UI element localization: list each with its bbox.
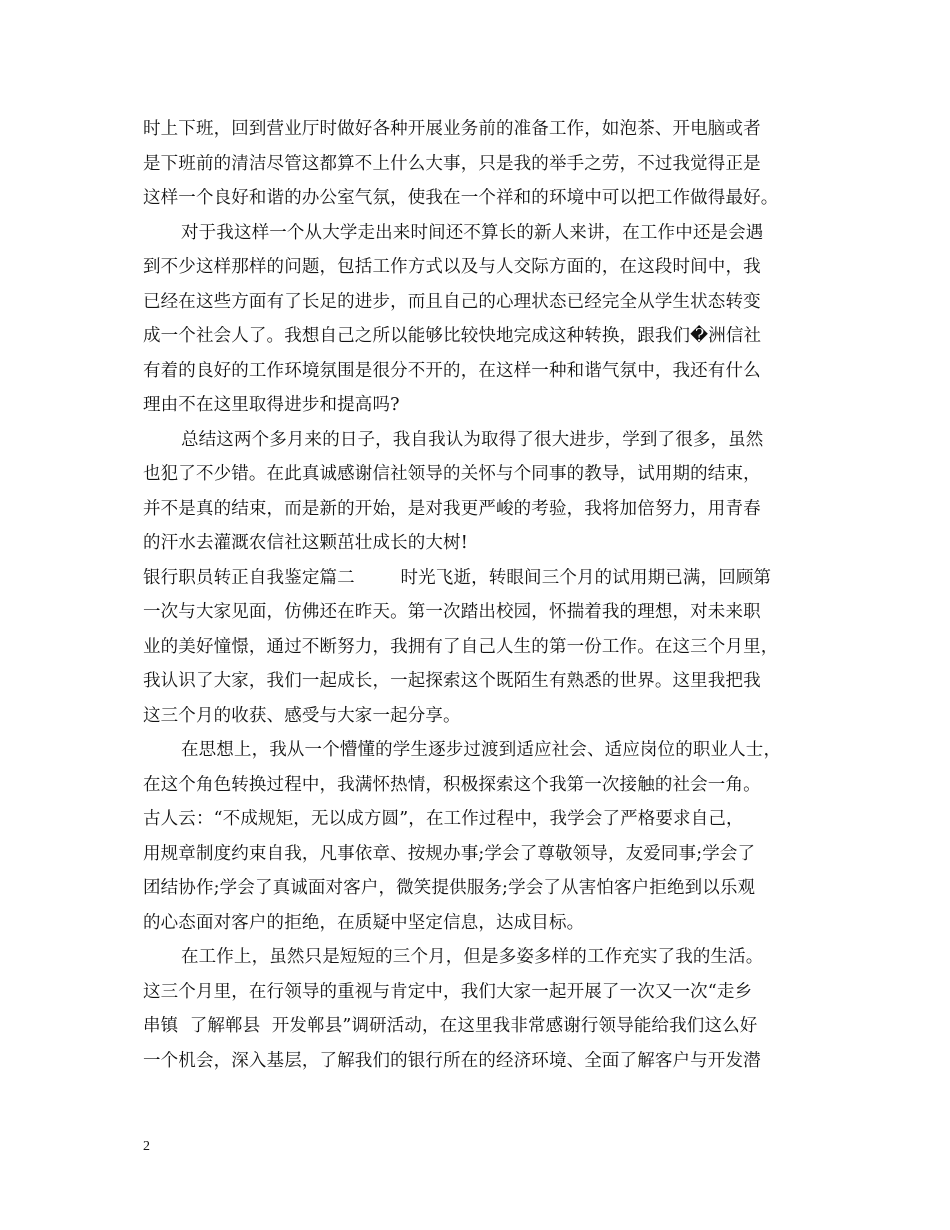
text-line: 我认识了大家，我们一起成长，一起探索这个既陌生有熟悉的世界。这里我把我 [143,671,761,691]
text-line: 在这个角色转换过程中，我满怀热情，积极探索这个我第一次接触的社会一角。 [143,774,761,795]
text-line: 这样一个良好和谐的办公室气氛，使我在一个祥和的环境中可以把工作做得最好。 [143,188,779,208]
text-line: 串镇 了解郸县 开发郸县”调研活动，在这里我非常感谢行领导能给我们这么好 [143,1016,758,1036]
text-line: 是下班前的清洁尽管这都算不上什么大事，只是我的举手之劳，不过我觉得正是 [143,153,761,174]
text-line: 有着的良好的工作环境氛围是很分不开的，在这样一种和谐气氛中，我还有什么 [143,360,761,381]
text-line: 在思想上，我从一个懵懂的学生逐步过渡到适应社会、适应岗位的职业人士， [181,740,782,760]
text-line: 一个机会，深入基层，了解我们的银行所在的经济环境、全面了解客户与开发潜 [143,1050,761,1071]
section-heading-line: 银行职员转正自我鉴定篇二 时光飞逝，转眼间三个月的试用期已满，回顾第 [143,567,772,588]
text-line: 用规章制度约束自我，凡事依章、按规办事;学会了尊敬领导，友爱同事;学会了 [143,843,756,864]
text-line: 古人云：“不成规矩，无以成方圆”，在工作过程中，我学会了严格要求自己， [143,809,744,829]
text-line: 并不是真的结束，而是新的开始，是对我更严峻的考验，我将加倍努力，用青春 [143,498,761,519]
text-line: 已经在这些方面有了长足的进步，而且自己的心理状态已经完全从学生状态转变 [143,291,761,312]
text-line: 团结协作;学会了真诚面对客户，微笑提供服务;学会了从害怕客户拒绝到以乐观 [143,878,756,898]
text-line: 对于我这样一个从大学走出来时间还不算长的新人来讲，在工作中还是会遇 [181,222,764,243]
text-line: 到不少这样那样的问题，包括工作方式以及与人交际方面的，在这段时间中，我 [143,257,761,277]
text-line: 在工作上，虽然只是短短的三个月，但是多姿多样的工作充实了我的生活。 [181,947,764,967]
text-line: 这三个月的收获、感受与大家一起分享。 [143,705,461,726]
text-line: 这三个月里，在行领导的重视与肯定中，我们大家一起开展了一次又一次“走乡 [143,981,753,1002]
document-body [143,112,813,1078]
text-line: 总结这两个多月来的日子，我自我认为取得了很大进步，学到了很多，虽然 [181,429,764,450]
text-line: 一次与大家见面，仿佛还在昨天。第一次踏出校园，怀揣着我的理想，对未来职 [143,602,761,622]
text-line: 理由不在这里取得进步和提高吗? [143,395,400,415]
text-line: 时上下班，回到营业厅时做好各种开展业务前的准备工作，如泡茶、开电脑或者 [143,119,761,139]
text-line: 成一个社会人了。我想自己之所以能够比较快地完成这种转换，跟我们�洲信社 [143,326,762,346]
text-line: 也犯了不少错。在此真诚感谢信社领导的关怀与个同事的教导，试用期的结束， [143,464,761,484]
page-number: 2 [143,1139,150,1154]
text-line: 业的美好憧憬，通过不断努力，我拥有了自己人生的第一份工作。在这三个月里， [143,636,779,657]
text-line: 的汗水去灌溉农信社这颗茁壮成长的大树! [143,533,468,553]
text-line: 的心态面对客户的拒绝，在质疑中坚定信息，达成目标。 [143,912,585,933]
